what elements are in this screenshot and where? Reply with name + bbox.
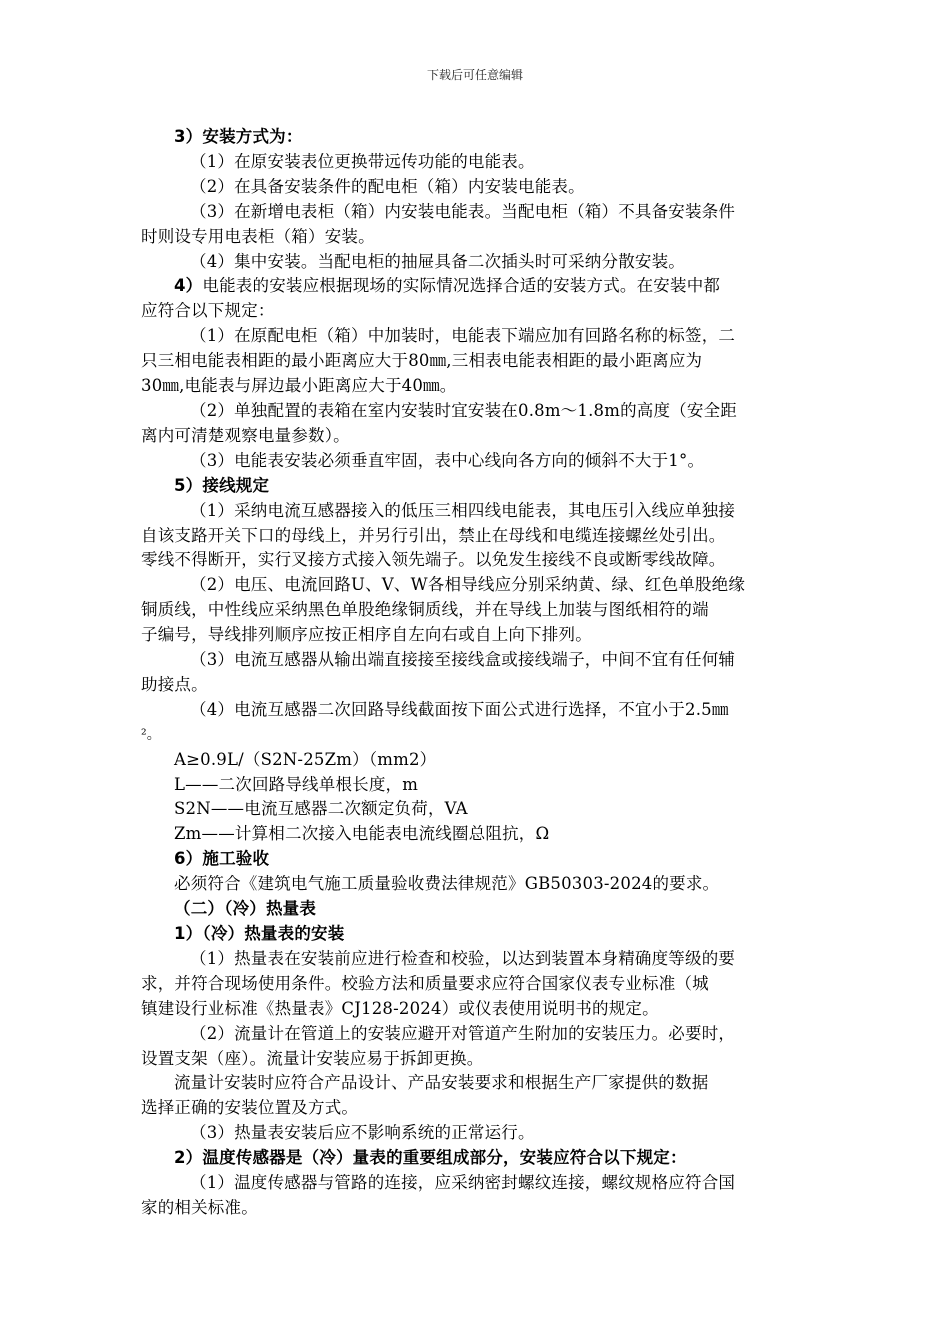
section-heading: 6）施工验收 [174,849,270,869]
paragraph-line: 时则设专用电表柜（箱）安装。 [141,226,375,246]
paragraph-line: （2）在具备安装条件的配电柜（箱）内安装电能表。 [190,176,585,196]
section-text: 电能表的安装应根据现场的实际情况选择合适的安装方式。在安装中都 [202,276,721,296]
paragraph-line: 30㎜,电能表与屏边最小距离应大于40㎜。 [141,376,457,396]
paragraph-line: （2）流量计在管道上的安装应避开对管道产生附加的安装压力。必要时， [190,1023,736,1043]
paragraph-line: 零线不得断开，实行叉接方式接入领先端子。以免发生接线不良或断零线故障。 [141,550,726,570]
paragraph-line: 求，并符合现场使用条件。校验方法和质量要求应符合国家仪表专业标准（城 [141,973,709,993]
section-heading: 1）（冷）热量表的安装 [174,924,345,943]
paragraph-line: （1）温度传感器与管路的连接，应采纳密封螺纹连接，螺纹规格应符合国 [190,1173,736,1193]
paragraph-line: A≥0.9L/（S2N-25Zm）（mm2） [174,749,437,769]
paragraph-line: 自该支路开关下口的母线上，并另行引出，禁止在母线和电缆连接螺丝处引出。 [141,525,726,545]
paragraph-line: 镇建设行业标准《热量表》CJ128-2024）或仪表使用说明书的规定。 [141,998,659,1018]
paragraph-line: （3）热量表安装后应不影响系统的正常运行。 [190,1123,535,1143]
paragraph-line: 离内可清楚观察电量参数）。 [141,425,350,445]
paragraph-line [141,274,809,299]
section-heading: 5）接线规定 [174,475,270,495]
paragraph-line: 家的相关标准。 [141,1197,258,1217]
paragraph-line: 选择正确的安装位置及方式。 [141,1098,359,1118]
paragraph-line: S2N——电流互感器二次额定负荷，VA [174,799,468,819]
paragraph-line: 必须符合《建筑电气施工质量验收费法律规范》GB50303-2024的要求。 [174,874,720,894]
paragraph-line: 子编号，导线排列顺序应按正相序自左向右或自上向下排列。 [141,625,592,645]
paragraph-line: （3）在新增电表柜（箱）内安装电能表。当配电柜（箱）不具备安装条件 [190,201,736,221]
paragraph-line: 只三相电能表相距的最小距离应大于80㎜,三相表电能表相距的最小距离应为 [141,351,703,371]
paragraph-line: 铜质线，中性线应采纳黑色单股绝缘铜质线，并在导线上加装与图纸相符的端 [141,600,709,620]
paragraph-line: （3）电流互感器从输出端直接接至接线盒或接线端子，中间不宜有任何辅 [190,650,736,670]
paragraph-line: （1）热量表在安装前应进行检查和校验，以达到装置本身精确度等级的要 [190,948,736,968]
paragraph-line: （3）电能表安装必须垂直牢固，表中心线向各方向的倾斜不大于1°。 [190,450,705,470]
section-number: 4） [174,276,203,296]
paragraph-line: （1）在原配电柜（箱）中加装时，电能表下端应加有回路名称的标签，二 [190,326,736,346]
paragraph-line: 流量计安装时应符合产品设计、产品安装要求和根据生产厂家提供的数据 [174,1073,709,1093]
paragraph-line: L——二次回路导线单根长度，m [174,774,419,794]
paragraph-line: （1）采纳电流互感器接入的低压三相四线电能表，其电压引入线应单独接 [190,500,736,520]
paragraph-line: （2）电压、电流回路U、V、W各相导线应分别采纳黄、绿、红色单股绝缘 [190,575,746,595]
paragraph-line: Zm——计算相二次接入电能表电流线圈总阻抗，Ω [174,824,550,844]
paragraph-line: ²。 [141,726,162,743]
paragraph-line: （4）集中安装。当配电柜的抽屉具备二次插头时可采纳分散安装。 [190,251,685,271]
section-heading: 3）安装方式为： [174,127,303,146]
paragraph-line: （1）在原安装表位更换带远传功能的电能表。 [190,151,535,171]
paragraph-line: （4）电流互感器二次回路导线截面按下面公式进行选择，不宜小于2.5㎜ [190,699,729,719]
document-body [141,125,809,1221]
section-heading: 2）温度传感器是（冷）量表的重要组成部分，安装应符合以下规定： [174,1148,687,1168]
paragraph-line: 助接点。 [141,674,208,694]
page-header-note: 下载后可任意编辑 [426,68,523,82]
paragraph-line: 应符合以下规定： [141,301,275,321]
paragraph-line: （2）单独配置的表箱在室内安装时宜安装在0.8m～1.8m的高度（安全距 [190,400,737,420]
paragraph-line: 设置支架（座）。流量计安装应易于拆卸更换。 [141,1048,484,1068]
section-heading: （二）（冷）热量表 [174,899,317,919]
